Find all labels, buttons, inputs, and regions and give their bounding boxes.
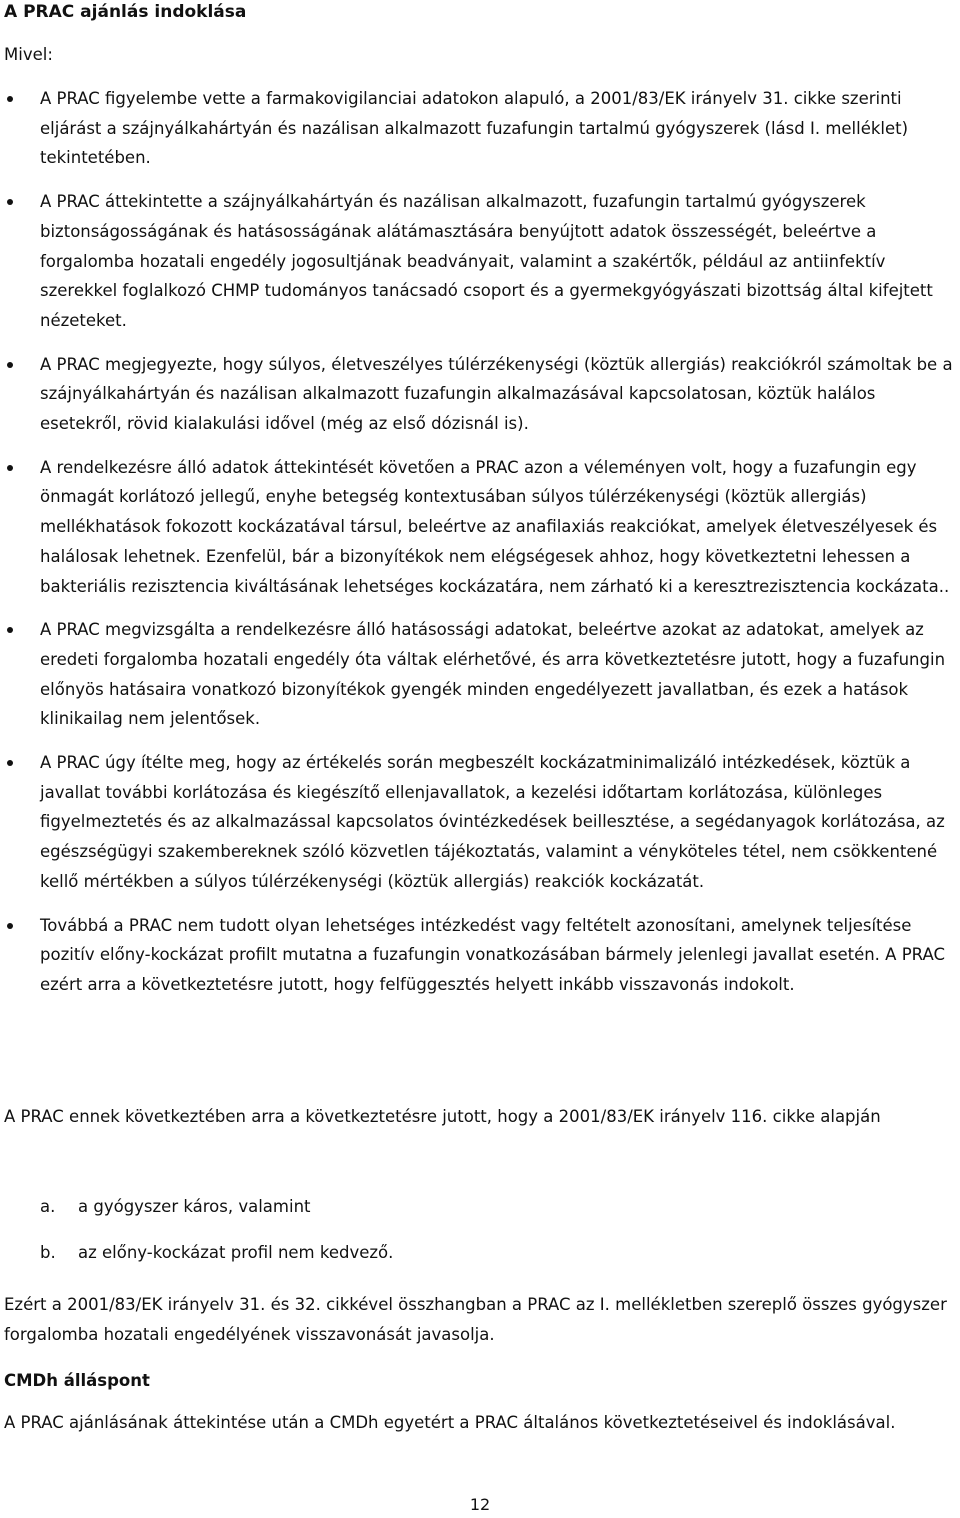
bullet-text: A rendelkezésre álló adatok áttekintését követően a PRAC azon a véleményen volt, hogy a fuzafungin egy önmagát korlátozó jellegű, enyhe betegség kontextusában súlyos túlérzékenységi (köztük allergiás) mellékhatások fokozott kockázatával társul, beleértve az anafilaxiás reakciókat, amelyek életveszélyesek és halálosak lehetnek. Ezenfelül, bár a bizonyítékok nem elégségesek ahhoz, hogy következtetni lehessen a bakteriális rezisztencia kiváltásának lehetséges kockázatára, nem zárható ki a keresztrezisztencia kockázata.. — [40, 457, 950, 596]
cmdh-heading: CMDh álláspont — [4, 1371, 150, 1390]
bullet-item — [0, 615, 958, 734]
list-marker: b. — [40, 1243, 56, 1262]
bullet-icon — [7, 760, 13, 766]
bullet-item — [0, 350, 958, 439]
bullet-text: A PRAC megjegyezte, hogy súlyos, életveszélyes túlérzékenységi (köztük allergiás) reakciókról számoltak be a szájnyálkahártyán és nazálisan alkalmazott fuzafungin alkalmazásával kapcsolatosan, köztük halálos esetekről, rövid kialakulási idővel (még az első dózisnál is). — [40, 354, 953, 434]
bullet-icon — [7, 96, 13, 102]
bullet-item — [0, 911, 958, 1000]
list-text: a gyógyszer káros, valamint — [78, 1197, 311, 1216]
bullet-item — [0, 748, 958, 897]
page-number: 12 — [469, 1495, 491, 1514]
bullet-text: A PRAC megvizsgálta a rendelkezésre álló hatásossági adatokat, beleértve azokat az adatokat, amelyek az eredeti forgalomba hozatali engedély óta váltak elérhetővé, és arra következtetésre jutott, hogy a fuzafungin előnyös hatásaira vonatkozó bizonyítékok gyengék minden engedélyezett javallatban, és ezek a hatások klinikailag nem jelentősek. — [40, 620, 946, 729]
list-text: az előny-kockázat profil nem kedvező. — [78, 1243, 394, 1262]
bullet-icon — [7, 465, 13, 471]
bullet-icon — [7, 627, 13, 633]
intro-text: Mivel: — [4, 45, 53, 64]
lettered-list — [40, 1192, 393, 1284]
bullet-icon — [7, 923, 13, 929]
lettered-item — [40, 1192, 393, 1222]
bullet-item — [0, 84, 958, 173]
cmdh-text: A PRAC ajánlásának áttekintése után a CMDh egyetért a PRAC általános következtetéseivel és indoklásával. — [4, 1413, 896, 1432]
bullet-icon — [7, 362, 13, 368]
list-marker: a. — [40, 1197, 56, 1216]
bullet-list — [0, 84, 960, 1014]
section-heading: A PRAC ajánlás indoklása — [4, 2, 247, 22]
bullet-text: A PRAC áttekintette a szájnyálkahártyán és nazálisan alkalmazott, fuzafungin tartalmú gyógyszerek biztonságosságának és hatásosságának alátámasztására benyújtott adatok összességét, beleértve a forgalomba hozatali engedély jogosultjának beadványait, valamint a szakértők, például az antiinfektív szerekkel foglalkozó CHMP tudományos tanácsadó csoport és a gyermekgyógyászati bizottság által kifejtett nézeteket. — [40, 192, 933, 330]
recommendation-text: Ezért a 2001/83/EK irányelv 31. és 32. cikkével összhangban a PRAC az I. mellékletben szereplő összes gyógyszer forgalomba hozatali engedélyének visszavonását javasolja. — [4, 1295, 947, 1344]
bullet-item — [0, 453, 958, 602]
lettered-item — [40, 1238, 393, 1268]
bullet-text: A PRAC úgy ítélte meg, hogy az értékelés során megbeszélt kockázatminimalizáló intézkedések, köztük a javallat további korlátozása és kiegészítő ellenjavallatok, a kezelési időtartam korlátozása, különleges figyelmeztetés és az alkalmazással kapcsolatos óvintézkedések beillesztése, a segédanyagok korlátozása, az egészségügyi szakembereknek szóló közvetlen tájékoztatás, valamint a vényköteles tétel, nem csökkentené kellő mértékben a súlyos túlérzékenységi (köztük allergiás) reakciók kockázatát. — [40, 753, 945, 891]
conclusion-intro: A PRAC ennek következtében arra a következtetésre jutott, hogy a 2001/83/EK irányelv 116. cikke alapján — [4, 1107, 881, 1126]
bullet-text: Továbbá a PRAC nem tudott olyan lehetséges intézkedést vagy feltételt azonosítani, amelynek teljesítése pozitív előny-kockázat profilt mutatna a fuzafungin vonatkozásában bármely jelenlegi javallat esetén. A PRAC ezért arra a következtetésre jutott, hogy felfüggesztés helyett inkább visszavonás indokolt. — [40, 915, 945, 994]
bullet-icon — [7, 199, 13, 205]
bullet-item — [0, 187, 958, 336]
bullet-text: A PRAC figyelembe vette a farmakovigilanciai adatokon alapuló, a 2001/83/EK irányelv 31. cikke szerinti eljárást a szájnyálkahártyán és nazálisan alkalmazott fuzafungin tartalmú gyógyszerek (lásd I. melléklet) tekintetében. — [40, 89, 909, 168]
